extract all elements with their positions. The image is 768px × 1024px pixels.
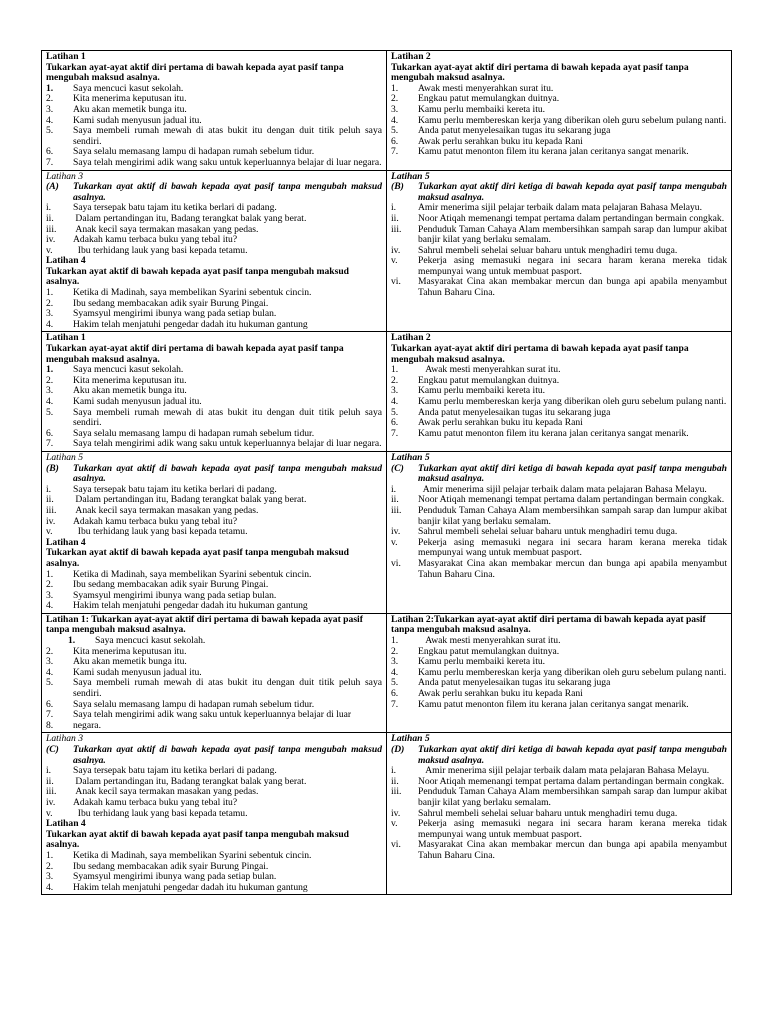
question-text: Syamsyul mengirimi ibunya wang pada setiap bulan. [73, 589, 277, 601]
question-text: Pekerja asing memasuki negara ini secara haram kerana mereka tidak mempunyai wang untuk membuat pasport. [418, 255, 730, 277]
question-text: Anak kecil saya termakan masakan yang pedas. [73, 504, 259, 516]
exercise-row [42, 451, 732, 613]
question-text: Ibu terhidang lauk yang basi kepada tetamu. [73, 807, 248, 819]
question-number: 3. [46, 385, 54, 397]
question-text: Engkau patut memulangkan duitnya. [418, 645, 560, 657]
question-text: Ibu sedang membacakan adik syair Burung Pingai. [73, 860, 269, 872]
question-text: Hakim telah menjatuhi pengedar dadah itu hukuman gantung [73, 318, 308, 330]
exercise-cell-left [42, 51, 387, 171]
question-number: 2. [391, 93, 399, 105]
question-item [391, 504, 730, 527]
exercise-instruction: Tukarkan ayat aktif di bawah kepada ayat pasif tanpa mengubah maksud asalnya. [46, 547, 350, 569]
question-text: Saya tersepak batu tajam itu ketika berlari di padang. [73, 202, 277, 214]
question-text: Kami sudah menyusun jadual itu. [73, 396, 202, 407]
question-list [46, 851, 382, 893]
question-number: i. [391, 483, 397, 495]
question-number: iv. [391, 244, 401, 256]
instruction-marker: (B) [391, 181, 404, 193]
exercise-heading: Latihan 4 [46, 818, 86, 830]
question-item [391, 786, 730, 808]
question-text: Syamsyul mengirimi ibunya wang pada setiap bulan. [73, 308, 277, 320]
question-text: Awak perlu serahkan buku itu kepada Rani [418, 688, 583, 700]
question-list [46, 364, 385, 450]
exercise-grid [41, 50, 732, 895]
question-number: 3. [391, 103, 399, 115]
question-number: iii. [46, 223, 57, 235]
question-text: Kamu perlu membereskan kerja yang diberikan oleh guru sebelum pulang nanti. [418, 666, 727, 678]
question-list [391, 202, 730, 299]
question-text: Saya selalu memasang lampu di hadapan rumah sebelum tidur. [73, 698, 315, 710]
instruction-text: Tukarkan ayat aktif diri ketiga di bawah kepada ayat pasif tanpa mengubah maksud asalnya. [418, 744, 727, 766]
question-number: 7. [46, 156, 54, 168]
exercise-heading: Latihan 2 [391, 51, 431, 62]
question-text: Awak mesti menyerahkan surat itu. [418, 364, 561, 376]
question-number: iv. [46, 796, 56, 808]
question-item [46, 677, 385, 700]
question-text: Kamu perlu membaiki kereta itu. [418, 385, 546, 397]
question-item [391, 536, 730, 559]
question-number: 2. [46, 645, 54, 657]
instruction-marker: (B) [46, 462, 59, 474]
exercise-heading: Latihan 2 [391, 332, 431, 344]
question-item [46, 721, 382, 732]
question-text: Saya membeli rumah mewah di atas bukit itu dengan duit titik peluh saya sendiri. [73, 125, 385, 147]
question-number: ii. [46, 212, 54, 224]
question-text: Saya mencuci kasut sekolah. [95, 635, 206, 647]
question-number: 4. [46, 666, 54, 678]
instruction-marker: (D) [391, 744, 405, 755]
question-text: Ibu sedang membacakan adik syair Burung Pingai. [73, 579, 269, 591]
question-number: 3. [46, 308, 54, 320]
question-number: iii. [46, 504, 57, 516]
exercise-heading: Latihan 5 [391, 170, 430, 182]
exercise-cell-left [42, 451, 387, 613]
question-number: 2. [46, 374, 54, 386]
question-item [391, 255, 730, 277]
question-number: v. [391, 255, 398, 267]
question-text: Aku akan memetik bunga itu. [73, 656, 187, 668]
question-list [46, 766, 382, 819]
question-number: 5. [46, 406, 54, 418]
question-text: Masyarakat Cina akan membakar mercun dan bunga api apabila menyambut Tahun Baharu Cina. [418, 839, 730, 861]
question-number: iii. [391, 504, 402, 516]
exercise-instruction: Latihan 2:Tukarkan ayat-ayat aktif diri pertama di bawah kepada ayat pasif tanpa mengubah maksud asalnya. [391, 613, 706, 636]
question-item [46, 158, 382, 169]
question-number: 5. [46, 125, 54, 137]
exercise-heading: Latihan 3 [46, 733, 84, 745]
question-number: v. [46, 526, 53, 538]
question-text: Amir menerima sijil pelajar terbaik dalam mata pelajaran Bahasa Melayu. [418, 483, 707, 495]
question-text: Anda patut menyelesaikan tugas itu sekarang juga [418, 677, 611, 689]
question-text: Masyarakat Cina akan membakar mercun dan bunga api apabila menyambut Tahun Baharu Cina. [418, 276, 730, 299]
exercise-instruction: Tukarkan ayat-ayat aktif diri pertama di bawah kepada ayat pasif tanpa mengubah maksud asalnya. [46, 61, 344, 84]
question-text: Kamu patut menonton filem itu kerana jalan ceritanya sangat menarik. [418, 427, 689, 439]
question-text: Ketika di Madinah, saya membelikan Syarini sebentuk cincin. [73, 568, 312, 580]
question-number: i. [46, 202, 52, 214]
exercise-heading: Latihan 5 [391, 733, 430, 745]
question-text: Kamu patut menonton filem itu kerana jalan ceritanya sangat menarik. [418, 698, 689, 710]
question-item [46, 320, 382, 331]
question-text: Saya telah mengirimi adik wang saku untuk keperluannya belajar di luar [73, 709, 352, 721]
exercise-instruction: Tukarkan ayat aktif di bawah kepada ayat pasif tanpa mengubah maksud asalnya. [46, 265, 350, 288]
question-number: 5. [391, 406, 399, 418]
question-text: Sahrul membeli sehelai seluar baharu untuk menghadiri temu duga. [418, 807, 678, 819]
question-text: Awak perlu serahkan buku itu kepada Rani [418, 417, 583, 429]
question-text: Kamu perlu membaiki kereta itu. [418, 103, 546, 115]
question-item [391, 276, 730, 299]
question-number: 5. [391, 677, 399, 689]
question-number: 2. [46, 860, 54, 872]
question-number: iv. [391, 526, 401, 538]
question-text: Penduduk Taman Cahaya Alam membersihkan sampah sarap dan lumpur akibat banjir kilat yang berlaku semalam. [418, 223, 730, 246]
question-number: 4. [391, 396, 399, 407]
question-list [46, 485, 382, 538]
instruction-text: Tukarkan ayat aktif di bawah kepada ayat pasif tanpa mengubah maksud asalnya. [73, 462, 382, 485]
question-item [46, 883, 382, 894]
question-text: Pekerja asing memasuki negara ini secara haram kerana mereka tidak mempunyai wang untuk membuat pasport. [418, 536, 730, 559]
question-item [46, 527, 382, 538]
exercise-heading: Latihan 3 [46, 170, 84, 182]
question-text: Aku akan memetik bunga itu. [73, 385, 187, 397]
question-number: 1. [391, 82, 399, 94]
exercise-instruction [46, 745, 382, 766]
question-number: 5. [46, 677, 54, 689]
exercise-heading: Latihan 5 [46, 451, 84, 463]
question-text: Saya mencuci kasut sekolah. [73, 364, 184, 376]
question-number: 1. [391, 635, 399, 647]
question-number: 1. [391, 364, 399, 376]
exercise-cell-right [387, 613, 732, 733]
exercise-cell-right [387, 332, 732, 452]
exercise-heading: Latihan 1 [46, 51, 86, 62]
question-number: 7. [391, 427, 399, 439]
question-item [391, 818, 730, 840]
question-number: ii. [46, 494, 54, 506]
question-text: Saya telah mengirimi adik wang saku untuk keperluannya belajar di luar negara. [73, 156, 382, 168]
question-text: negara. [73, 719, 101, 731]
question-text: Adakah kamu terbaca buku yang tebal itu? [73, 515, 238, 527]
question-number: 4. [46, 396, 54, 407]
exercise-heading: Latihan 4 [46, 255, 86, 267]
question-number: v. [46, 807, 53, 819]
exercise-cell-left [42, 170, 387, 332]
question-text: Penduduk Taman Cahaya Alam membersihkan sampah sarap dan lumpur akibat banjir kilat yang berlaku semalam. [418, 786, 730, 808]
question-number: 6. [46, 427, 54, 439]
question-text: Ketika di Madinah, saya membelikan Syarini sebentuk cincin. [73, 849, 312, 861]
exercise-cell-left [42, 613, 387, 733]
question-item [46, 246, 382, 257]
question-list [46, 635, 385, 731]
question-number: 7. [46, 438, 54, 450]
question-number: 8. [46, 719, 54, 731]
question-number: 6. [391, 688, 399, 700]
exercise-heading: Latihan 1 [46, 332, 86, 344]
instruction-text: Tukarkan ayat aktif diri ketiga di bawah kepada ayat pasif tanpa mengubah maksud asalnya. [418, 181, 727, 203]
question-list [46, 203, 382, 256]
question-text: Kita menerima keputusan itu. [73, 93, 187, 105]
instruction-text: Tukarkan ayat aktif di bawah kepada ayat pasif tanpa mengubah maksud asalnya. [73, 744, 382, 766]
question-number: 1. [46, 364, 54, 376]
instruction-marker: (C) [391, 462, 404, 474]
question-list [391, 483, 730, 580]
instruction-text: Tukarkan ayat aktif di bawah kepada ayat pasif tanpa mengubah maksud asalnya. [73, 181, 382, 203]
question-number: iv. [46, 515, 56, 527]
exercise-cell-right [387, 733, 732, 895]
question-text: Penduduk Taman Cahaya Alam membersihkan sampah sarap dan lumpur akibat banjir kilat yang berlaku semalam. [418, 504, 730, 527]
question-text: Ketika di Madinah, saya membelikan Syarini sebentuk cincin. [73, 287, 312, 299]
question-number: 2. [46, 93, 54, 105]
question-number: 6. [391, 417, 399, 429]
question-text: Awak mesti menyerahkan surat itu. [418, 82, 554, 94]
question-number: 7. [46, 709, 54, 721]
question-number: 4. [391, 666, 399, 678]
question-text: Anak kecil saya termakan masakan yang pedas. [73, 786, 259, 798]
exercise-instruction [391, 464, 727, 485]
question-item [391, 839, 730, 861]
exercise-cell-left [42, 733, 387, 895]
question-number: 4. [46, 600, 54, 612]
exercise-instruction: Tukarkan ayat aktif di bawah kepada ayat pasif tanpa mengubah maksud asalnya. [46, 828, 350, 851]
question-number: ii. [391, 494, 399, 506]
question-list [391, 765, 730, 861]
question-number: 2. [46, 297, 54, 309]
question-item [46, 439, 382, 450]
question-number: 1. [46, 849, 54, 861]
question-text: Anak kecil saya termakan masakan yang pedas. [73, 223, 259, 235]
question-number: v. [391, 536, 398, 548]
question-list [46, 288, 382, 330]
question-item [46, 125, 385, 147]
question-number: 2. [46, 579, 54, 591]
question-list [391, 636, 727, 710]
question-item [46, 851, 382, 862]
question-text: Kamu patut menonton filem itu kerana jalan ceritanya sangat menarik. [418, 146, 689, 158]
question-text: Kami sudah menyusun jadual itu. [73, 666, 202, 678]
question-number: 6. [46, 146, 54, 158]
exercise-row [42, 613, 732, 733]
question-text: Anda patut menyelesaikan tugas itu sekarang juga [418, 406, 611, 418]
question-item [391, 223, 730, 246]
exercise-cell-left [42, 332, 387, 452]
question-text: Hakim telah menjatuhi pengedar dadah itu hukuman gantung [73, 881, 308, 893]
question-number: iv. [391, 807, 401, 819]
question-number: 4. [391, 114, 399, 126]
exercise-instruction: Tukarkan ayat-ayat aktif diri pertama di bawah kepada ayat pasif tanpa mengubah maksud asalnya. [391, 343, 689, 365]
question-item [46, 214, 382, 225]
question-list [46, 570, 382, 612]
question-number: 2. [391, 374, 399, 386]
question-number: ii. [391, 212, 399, 224]
question-text: Noor Atiqah memenangi tempat pertama dalam pertandingan bermain congkak. [418, 775, 725, 787]
question-number: v. [46, 244, 53, 256]
question-number: iii. [391, 786, 402, 798]
question-item [391, 397, 727, 408]
question-item [46, 798, 382, 809]
question-list [391, 84, 727, 158]
exercise-instruction [391, 745, 727, 766]
question-number: i. [46, 765, 52, 777]
question-item [46, 105, 382, 116]
question-number: iv. [46, 234, 56, 246]
question-text: Saya selalu memasang lampu di hadapan rumah sebelum tidur. [73, 427, 315, 439]
question-text: Kita menerima keputusan itu. [73, 645, 187, 657]
question-number: 3. [46, 103, 54, 115]
question-number: vi. [391, 839, 401, 851]
question-item [391, 214, 727, 225]
question-item [391, 105, 727, 116]
question-number: iii. [391, 223, 402, 235]
question-item [391, 557, 730, 580]
question-text: Noor Atiqah memenangi tempat pertama dalam pertandingan bermain congkak. [418, 494, 725, 506]
question-item [46, 406, 385, 429]
question-text: Saya selalu memasang lampu di hadapan rumah sebelum tidur. [73, 146, 315, 158]
question-number: 1. [68, 635, 76, 647]
question-item [391, 147, 727, 158]
question-number: vi. [391, 557, 401, 569]
question-text: Kamu perlu membereskan kerja yang diberikan oleh guru sebelum pulang nanti. [418, 114, 727, 126]
question-text: Pekerja asing memasuki negara ini secara haram kerana mereka tidak mempunyai wang untuk membuat pasport. [418, 818, 730, 840]
question-text: Kita menerima keputusan itu. [73, 374, 187, 386]
exercise-row [42, 51, 732, 171]
question-number: 3. [391, 385, 399, 397]
question-number: iii. [46, 786, 57, 798]
exercise-instruction: Latihan 1: Tukarkan ayat-ayat aktif diri pertama di bawah kepada ayat pasif tanpa mengubah maksud asalnya. [46, 613, 363, 636]
question-text: Dalam pertandingan itu, Badang terangkat balak yang berat. [73, 494, 307, 506]
question-list [391, 365, 727, 439]
question-number: 4. [46, 318, 54, 330]
question-number: 4. [46, 114, 54, 126]
question-number: 7. [391, 698, 399, 710]
question-number: ii. [46, 775, 54, 787]
exercise-row [42, 332, 732, 452]
question-text: Adakah kamu terbaca buku yang tebal itu? [73, 234, 238, 246]
question-text: Noor Atiqah memenangi tempat pertama dalam pertandingan bermain congkak. [418, 212, 725, 224]
question-text: Saya tersepak batu tajam itu ketika berlari di padang. [73, 765, 277, 777]
question-item [391, 429, 727, 440]
question-number: 5. [391, 125, 399, 137]
question-number: 6. [46, 698, 54, 710]
question-text: Kamu perlu membaiki kereta itu. [418, 656, 546, 668]
instruction-marker: (A) [46, 181, 59, 193]
question-number: 1. [46, 287, 54, 299]
instruction-text: Tukarkan ayat aktif diri ketiga di bawah kepada ayat pasif tanpa mengubah maksud asalnya. [418, 462, 727, 485]
question-number: 1. [46, 82, 54, 94]
question-text: Ibu terhidang lauk yang basi kepada tetamu. [73, 526, 248, 538]
question-number: 1. [46, 568, 54, 580]
question-text: Dalam pertandingan itu, Badang terangkat balak yang berat. [73, 775, 307, 787]
question-text: Engkau patut memulangkan duitnya. [418, 93, 560, 105]
exercise-instruction [46, 182, 382, 203]
question-number: 2. [391, 645, 399, 657]
exercise-row [42, 170, 732, 332]
exercise-instruction [391, 182, 727, 203]
question-number: 3. [46, 656, 54, 668]
question-text: Kamu perlu membereskan kerja yang diberikan oleh guru sebelum pulang nanti. [418, 396, 727, 407]
question-text: Saya mencuci kasut sekolah. [73, 82, 184, 94]
exercise-cell-right [387, 51, 732, 171]
question-text: Kami sudah menyusun jadual itu. [73, 114, 202, 126]
question-item [391, 700, 727, 711]
question-text: Hakim telah menjatuhi pengedar dadah itu hukuman gantung [73, 600, 308, 612]
question-text: Ibu terhidang lauk yang basi kepada tetamu. [73, 244, 248, 256]
question-text: Dalam pertandingan itu, Badang terangkat balak yang berat. [73, 212, 307, 224]
question-text: Awak mesti menyerahkan surat itu. [418, 635, 561, 647]
question-text: Ibu sedang membacakan adik syair Burung Pingai. [73, 297, 269, 309]
question-number: vi. [391, 276, 401, 288]
question-number: ii. [391, 775, 399, 787]
question-item [46, 397, 382, 408]
question-text: Saya telah mengirimi adik wang saku untuk keperluannya belajar di luar negara. [73, 438, 382, 450]
exercise-instruction [46, 464, 382, 485]
question-text: Saya membeli rumah mewah di atas bukit itu dengan duit titik peluh saya sendiri. [73, 677, 385, 700]
question-item [46, 809, 382, 820]
question-number: i. [46, 483, 52, 495]
question-text: Aku akan memetik bunga itu. [73, 103, 187, 115]
question-text: Syamsyul mengirimi ibunya wang pada setiap bulan. [73, 871, 277, 883]
question-text: Adakah kamu terbaca buku yang tebal itu? [73, 796, 238, 808]
question-text: Awak perlu serahkan buku itu kepada Rani [418, 135, 583, 147]
question-text: Amir menerima sijil pelajar terbaik dalam mata pelajaran Bahasa Melayu. [418, 765, 710, 777]
exercise-heading: Latihan 5 [391, 451, 430, 463]
question-item [46, 506, 382, 517]
question-text: Sahrul membeli sehelai seluar baharu untuk menghadiri temu duga. [418, 526, 678, 538]
exercise-instruction: Tukarkan ayat-ayat aktif diri pertama di bawah kepada ayat pasif tanpa mengubah maksud asalnya. [46, 343, 344, 365]
instruction-marker: (C) [46, 744, 59, 755]
question-number: 3. [391, 656, 399, 668]
question-text: Masyarakat Cina akan membakar mercun dan bunga api apabila menyambut Tahun Baharu Cina. [418, 557, 730, 580]
question-number: i. [391, 765, 397, 777]
question-number: 3. [46, 871, 54, 883]
exercise-row [42, 733, 732, 895]
question-number: 3. [46, 589, 54, 601]
exercise-heading: Latihan 4 [46, 536, 86, 548]
question-text: Sahrul membeli sehelai seluar baharu untuk menghadiri temu duga. [418, 244, 678, 256]
question-text: Engkau patut memulangkan duitnya. [418, 374, 560, 386]
exercise-instruction: Tukarkan ayat-ayat aktif diri pertama di bawah kepada ayat pasif tanpa mengubah maksud asalnya. [391, 61, 689, 84]
question-number: i. [391, 202, 397, 214]
worksheet [41, 50, 732, 895]
question-number: 6. [391, 135, 399, 147]
question-text: Amir menerima sijil pelajar terbaik dalam mata pelajaran Bahasa Melayu. [418, 202, 702, 214]
question-list [46, 82, 385, 169]
question-text: Saya membeli rumah mewah di atas bukit itu dengan duit titik peluh saya sendiri. [73, 406, 385, 429]
exercise-cell-right [387, 170, 732, 332]
question-number: v. [391, 818, 398, 830]
question-number: 7. [391, 146, 399, 158]
question-text: Saya tersepak batu tajam itu ketika berlari di padang. [73, 483, 277, 495]
question-text: Anda patut menyelesaikan tugas itu sekarang juga [418, 125, 611, 137]
question-item [46, 601, 382, 612]
question-number: 4. [46, 881, 54, 893]
exercise-cell-right [387, 451, 732, 613]
